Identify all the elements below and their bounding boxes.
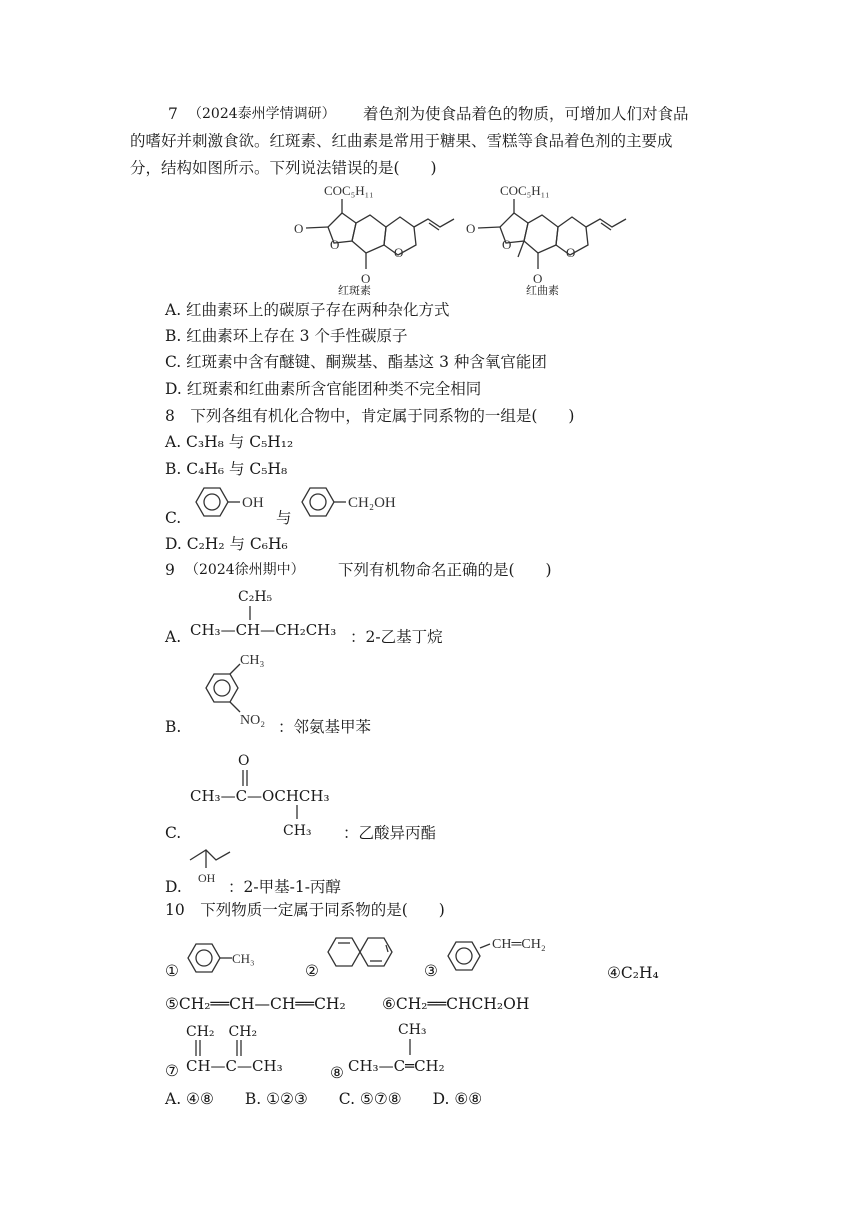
q10-item8-top: CH₃: [398, 1022, 427, 1038]
q10-item1: ①: [165, 962, 179, 980]
q8-option-d: D. C₂H₂ 与 C₆H₆: [165, 535, 288, 553]
q7-option-a: A. 红曲素环上的碳原子存在两种杂化方式: [165, 301, 450, 319]
q9-c-methyl: CH₃: [283, 823, 312, 839]
q9-option-c-name: ：乙酸异丙酯: [343, 824, 437, 842]
ketone-o-label-2: O: [533, 271, 543, 286]
carbonyl-o-label-2: O: [466, 221, 476, 236]
q7-struct2-label: 红曲素: [526, 284, 559, 297]
q10-item6: ⑥CH₂══CHCH₂OH: [382, 995, 530, 1013]
q7-source: （2024泰州学情调研）: [188, 106, 336, 122]
q10-answer-options: A. ④⑧ B. ①②③ C. ⑤⑦⑧ D. ⑥⑧: [165, 1090, 483, 1108]
q10-item2: ②: [305, 962, 319, 980]
q8-stem: 8 下列各组有机化合物中，肯定属于同系物的一组是( ): [165, 407, 575, 425]
acyl-group-label-2: COC₅H₁₁: [500, 183, 550, 198]
q10-item5: ⑤CH₂══CH—CH══CH₂: [165, 995, 346, 1013]
q9-option-d-name: ：2-甲基-1-丙醇: [228, 878, 341, 896]
q8-option-b: B. C₄H₆ 与 C₅H₈: [165, 460, 288, 478]
q10-item7: ⑦: [165, 1062, 179, 1080]
q9-a-chain: CH₃—CH—CH₂CH₃: [190, 621, 337, 639]
q9-c-chain: CH₃—C—OCHCH₃: [190, 787, 330, 805]
q9-option-b-name: ：邻氨基甲苯: [278, 718, 372, 736]
q7-struct1-label: 红斑素: [338, 284, 371, 297]
ring-o-label-2: O: [502, 237, 512, 252]
nitro-label: NO₂: [240, 713, 266, 728]
monascorubrin-structure: [290, 183, 460, 293]
q8-option-a: A. C₃H₈ 与 C₅H₁₂: [165, 433, 294, 451]
toluene-methyl-label: CH₃: [232, 951, 255, 966]
naphthalene-structure: [322, 934, 392, 974]
toluene-structure: [182, 940, 272, 980]
q9-number: 9: [165, 561, 175, 579]
acyl-group-label: COC₅H₁₁: [324, 183, 374, 198]
q10-item8-chain: CH₃—C═CH₂: [348, 1057, 445, 1075]
carbonyl-o-label: O: [294, 221, 304, 236]
ring-o-label: O: [330, 237, 340, 252]
q9-option-c-label: C.: [165, 824, 182, 842]
q7-stem-line1: 着色剂为使食品着色的物质，可增加人们对食品: [363, 105, 689, 123]
q9-option-a-label: A.: [165, 628, 182, 646]
q9-option-d-label: D.: [165, 878, 182, 896]
phenol-structure: [190, 484, 280, 524]
pyran-o-label: O: [394, 245, 404, 260]
pyran-o-label-2: O: [566, 245, 576, 260]
methyl-label: CH₃: [240, 653, 265, 668]
q7-option-c: C. 红斑素中含有醚键、酮羰基、酯基这 3 种含氧官能团: [165, 353, 547, 371]
q10-item3: ③: [424, 962, 438, 980]
q8-option-c-label: C.: [165, 509, 182, 527]
q10-item8: ⑧: [330, 1064, 344, 1082]
q7-stem-line3: 分，结构如图所示。下列说法错误的是( ): [130, 159, 437, 177]
q7-number: 7: [168, 105, 178, 123]
q8-option-c-and: 与: [276, 509, 292, 527]
d-hydroxyl-label: OH: [198, 871, 216, 885]
q10-item4: ④C₂H₄: [607, 964, 659, 982]
vinyl-label: CH═CH₂: [492, 937, 546, 952]
q9-stem: 下列有机物命名正确的是( ): [338, 561, 552, 579]
q10-item7-top: CH₂ CH₂: [186, 1024, 258, 1040]
q9-c-oxygen: O: [238, 753, 250, 769]
hydroxyl-label: OH: [242, 495, 264, 511]
q7-option-d: D. 红斑素和红曲素所含官能团种类不完全相同: [165, 380, 482, 398]
ch2oh-label: CH₂OH: [348, 495, 396, 511]
q7-stem-line2: 的嗜好并刺激食欲。红斑素、红曲素是常用于糖果、雪糕等食品着色剂的主要成: [130, 132, 673, 150]
q10-item7-chain: CH—C—CH₃: [186, 1057, 283, 1075]
styrene-structure: [442, 934, 592, 974]
q9-source: （2024徐州期中）: [185, 562, 305, 578]
q9-c-bond: [295, 805, 299, 821]
monascin-structure: [462, 183, 632, 293]
ketone-o-label: O: [361, 271, 371, 286]
q9-option-a-name: ：2-乙基丁烷: [350, 628, 443, 646]
q7-option-b: B. 红曲素环上存在 3 个手性碳原子: [165, 327, 408, 345]
q9-a-ethyl: C₂H₅: [238, 589, 273, 605]
benzyl-alcohol-structure: [296, 484, 426, 524]
q9-option-b-label: B.: [165, 718, 182, 736]
q10-stem: 10 下列物质一定属于同系物的是( ): [165, 901, 445, 919]
